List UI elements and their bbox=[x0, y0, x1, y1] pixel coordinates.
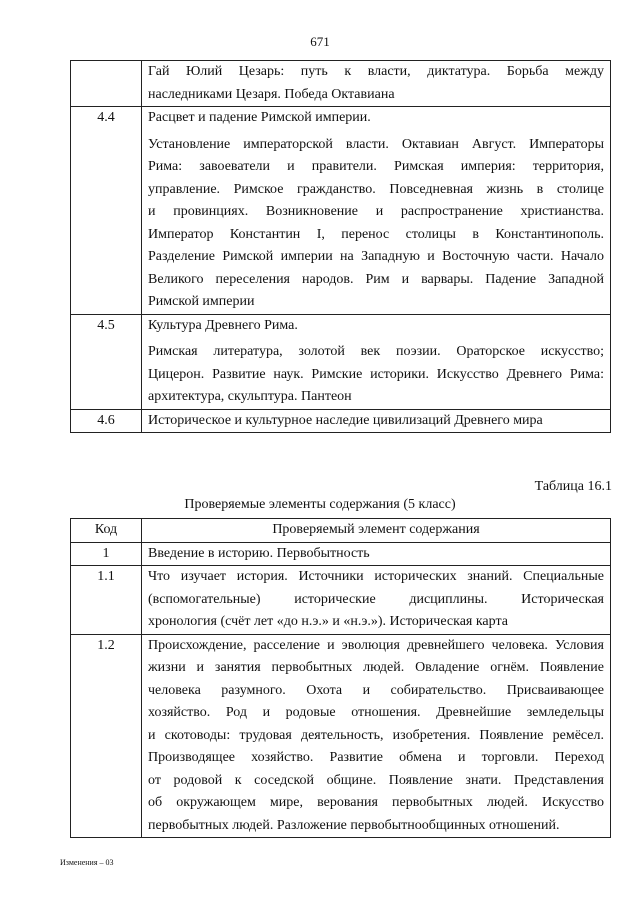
table-title: Проверяемые элементы содержания (5 класс) bbox=[184, 497, 456, 512]
row-text-line: Введение в историю. Первобытность bbox=[148, 545, 370, 561]
row-text-line: Установление императорской власти. Октавиан Август. Императоры bbox=[148, 136, 604, 152]
table-label: Таблица 16.1 bbox=[534, 479, 612, 494]
row-content bbox=[142, 107, 611, 315]
row-text-line: и провинциях. Возникновение и распространение христианства. bbox=[148, 204, 604, 219]
row-content bbox=[142, 409, 611, 433]
row-text-line: первобытных людей. Разложение первобытнообщинных отношений. bbox=[148, 817, 560, 833]
row-text-line: Император Константин I, перенос столицы в Константинополь. bbox=[148, 226, 604, 242]
row-text-line: Рима: завоеватели и правители. Римская империя: территория, bbox=[148, 159, 604, 174]
table-row bbox=[71, 107, 611, 315]
row-text-line: об окружающем мире, верования первобытных людей. Искусство bbox=[148, 795, 604, 810]
header-code: Код bbox=[71, 519, 142, 543]
row-text-line: Производящее хозяйство. Развитие обмена и торговли. Переход bbox=[148, 750, 604, 765]
row-code: 4.5 bbox=[71, 314, 142, 409]
row-text-line: Великого переселения народов. Рим и варвары. Падение Западной bbox=[148, 271, 604, 287]
row-text-line: жизни и занятия первобытных людей. Овладение огнём. Появление bbox=[148, 660, 604, 675]
row-text-line: хозяйство. Род и родовые отношения. Древнейшие земледельцы bbox=[148, 705, 604, 720]
row-text-line: архитектура, скульптура. Пантеон bbox=[148, 389, 352, 404]
table-row bbox=[71, 409, 611, 433]
row-text-line: наследниками Цезаря. Победа Октавиана bbox=[148, 86, 395, 102]
header-element: Проверяемый элемент содержания bbox=[142, 519, 611, 543]
row-content bbox=[142, 542, 611, 566]
row-text-line: и скотоводы: трудовая деятельность, изобретения. Появление ремёсел. bbox=[148, 727, 604, 743]
table-header-row bbox=[71, 519, 611, 543]
row-text-line: Римской империи bbox=[148, 294, 255, 309]
row-heading: Расцвет и падение Римской империи. bbox=[148, 110, 371, 125]
row-code: 1.2 bbox=[71, 634, 142, 838]
table-row bbox=[71, 542, 611, 566]
row-code: 1 bbox=[71, 542, 142, 566]
row-text-line: (вспомогательные) исторические дисциплины. Историческая bbox=[148, 591, 604, 607]
table-row bbox=[71, 566, 611, 635]
table-row bbox=[71, 634, 611, 838]
content-table-continued bbox=[70, 60, 611, 433]
row-text-line: Гай Юлий Цезарь: путь к власти, диктатура. Борьба между bbox=[148, 64, 604, 79]
row-text-line: Происхождение, расселение и эволюция древнейшего человека. Условия bbox=[148, 637, 604, 653]
row-content bbox=[142, 314, 611, 409]
row-code: 1.1 bbox=[71, 566, 142, 635]
row-code: 4.4 bbox=[71, 107, 142, 315]
row-content bbox=[142, 634, 611, 838]
row-text-line: от родовой к соседской общине. Появление знати. Представления bbox=[148, 772, 604, 788]
table-row bbox=[71, 61, 611, 107]
row-text-line: Римская литература, золотой век поэзии. Ораторское искусство; bbox=[148, 344, 604, 359]
footer-revision: Изменения – 03 bbox=[60, 858, 114, 867]
content-table-grade5 bbox=[70, 518, 611, 838]
row-content bbox=[142, 566, 611, 635]
row-heading: Культура Древнего Рима. bbox=[148, 317, 298, 333]
row-code bbox=[71, 61, 142, 107]
table-row bbox=[71, 314, 611, 409]
row-text-line: Цицерон. Развитие наук. Римские историки. Искусство Древнего Рима: bbox=[148, 366, 604, 382]
row-text-line: Что изучает история. Источники исторических знаний. Специальные bbox=[148, 569, 604, 584]
row-text-line: человека разумного. Охота и собирательство. Присваивающее bbox=[148, 682, 604, 698]
row-text-line: Разделение Римской империи на Западную и Восточную части. Начало bbox=[148, 249, 604, 264]
row-text-line: хронология (счёт лет «до н.э.» и «н.э.»). Историческая карта bbox=[148, 614, 508, 629]
row-text-line: Историческое и культурное наследие цивилизаций Древнего мира bbox=[148, 412, 543, 428]
row-code: 4.6 bbox=[71, 409, 142, 433]
page-number: 671 bbox=[310, 34, 330, 49]
row-content bbox=[142, 61, 611, 107]
row-text-line: управление. Римское гражданство. Повседневная жизнь в столице bbox=[148, 181, 604, 197]
